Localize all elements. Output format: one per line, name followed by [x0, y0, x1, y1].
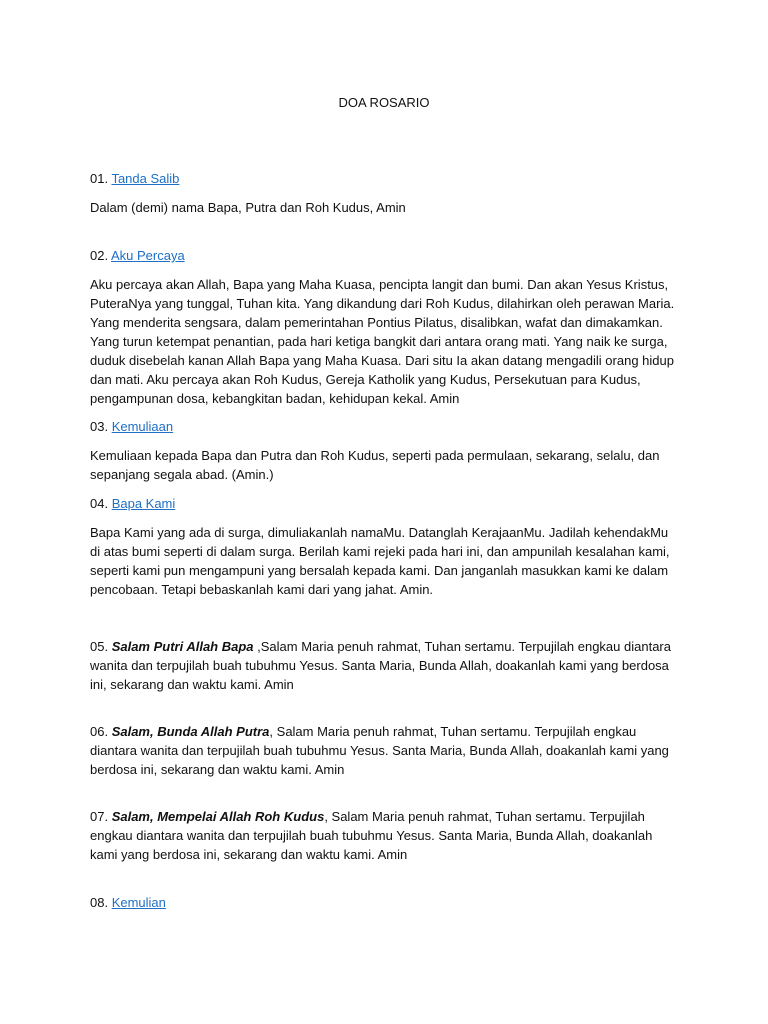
section-heading-bold: Salam, Bunda Allah Putra: [111, 724, 270, 739]
section-body: ,Salam Maria penuh rahmat, Tuhan sertamu. Terpujilah engkau diantara wanita dan terpujilah buah tubuhmu Yesus. Santa Maria, Bunda Allah, doakanlah kami yang berdosa ini, sekarang dan waktu kami. Amin: [90, 639, 671, 692]
section-body: Bapa Kami yang ada di surga, dimuliakanlah namaMu. Datanglah KerajaanMu. Jadilah kehendakMu di atas bumi seperti di dalam surga. Berilah kami rejeki pada hari ini, dan ampunilah kesalahan kami, seperti kami pun mengampuni yang bersalah kepada kami. Dan janganlah masukkan kami ke dalam pencobaan. Tetapi bebaskanlah kami dari yang jahat. Amin.: [90, 525, 670, 597]
section-body: , Salam Maria penuh rahmat, Tuhan sertamu. Terpujilah engkau diantara wanita dan terpujilah buah tubuhmu Yesus. Santa Maria, Bunda Allah, doakanlah kami yang berdosa ini, sekarang dan waktu kami. Amin: [90, 724, 669, 777]
section-heading: [90, 169, 680, 188]
link-kemuliaan[interactable]: Kemuliaan: [111, 419, 174, 434]
section-heading: [90, 494, 680, 513]
section-heading-bold: Salam, Mempelai Allah Roh Kudus: [111, 809, 325, 824]
section-heading: [90, 893, 680, 912]
section-heading-bold: Salam Putri Allah Bapa: [111, 639, 254, 654]
section-heading: [90, 246, 680, 265]
section-body: Dalam (demi) nama Bapa, Putra dan Roh Kudus, Amin: [90, 200, 406, 215]
link-kemulian[interactable]: Kemulian: [111, 895, 166, 910]
link-bapa-kami[interactable]: Bapa Kami: [111, 496, 176, 511]
link-aku-percaya[interactable]: Aku Percaya: [110, 248, 185, 263]
section-number: 05.: [90, 639, 112, 654]
section-number: 06.: [90, 724, 112, 739]
section-number: 03.: [90, 419, 112, 434]
section-body: Kemuliaan kepada Bapa dan Putra dan Roh Kudus, seperti pada permulaan, sekarang, selalu, dan sepanjang segala abad. (Amin.): [90, 448, 660, 482]
link-tanda-salib[interactable]: Tanda Salib: [111, 171, 180, 186]
section-number: 07.: [90, 809, 112, 824]
document-title: DOA ROSARIO: [338, 95, 430, 110]
section-paragraph: [90, 637, 680, 694]
section-number: 01.: [90, 171, 112, 186]
section-number: 02.: [90, 248, 111, 263]
section-body: , Salam Maria penuh rahmat, Tuhan sertamu. Terpujilah engkau diantara wanita dan terpujilah buah tubuhmu Yesus. Santa Maria, Bunda Allah, doakanlah kami yang berdosa ini, sekarang dan waktu kami. Amin: [90, 809, 653, 862]
section-paragraph: [90, 807, 680, 864]
section-paragraph: [90, 722, 680, 779]
section-number: 04.: [90, 496, 112, 511]
section-number: 08.: [90, 895, 112, 910]
section-body: Aku percaya akan Allah, Bapa yang Maha Kuasa, pencipta langit dan bumi. Dan akan Yesus Kristus, PuteraNya yang tunggal, Tuhan kita. Yang dikandung dari Roh Kudus, dilahirkan oleh perawan Maria. Yang menderita sengsara, dalam pemerintahan Pontius Pilatus, disalibkan, wafat dan dimakamkan. Yang turun ketempat penantian, pada hari ketiga bangkit dari antara orang mati. Yang naik ke surga, duduk disebelah kanan Allah Bapa yang Maha Kuasa. Dari situ Ia akan datang mengadili orang hidup dan mati. Aku percaya akan Roh Kudus, Gereja Katholik yang Kudus, Persekutuan para Kudus, pengampunan dosa, kebangkitan badan, kehidupan kekal. Amin: [90, 277, 675, 406]
section-heading: [90, 417, 680, 436]
